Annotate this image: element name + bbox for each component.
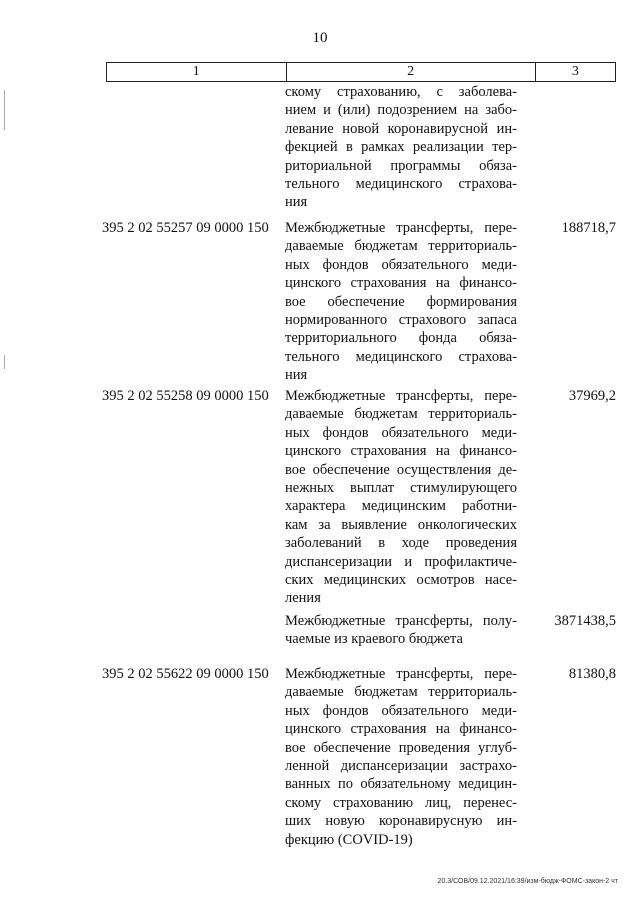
desc-line: даваемые бюджетам территориаль- bbox=[285, 684, 517, 701]
page-number: 10 bbox=[312, 30, 328, 46]
desc-line: фекцией в рамках реализации тер- bbox=[285, 139, 517, 156]
desc-line: тельного медицинского страхова- bbox=[285, 176, 517, 193]
desc-line: ных фондов обязательного меди- bbox=[285, 702, 517, 719]
desc-line: риториальной программы обяза- bbox=[285, 157, 517, 174]
scan-margin-mark bbox=[4, 355, 5, 369]
desc-line: ских медицинских осмотров насе- bbox=[285, 572, 517, 589]
desc-line: цинского страхования на финансо- bbox=[285, 721, 517, 738]
desc-line: ления bbox=[285, 590, 321, 607]
desc-line: Межбюджетные трансферты, пере- bbox=[285, 220, 517, 236]
desc-line: ных фондов обязательного меди- bbox=[285, 424, 517, 441]
desc-line: Межбюджетные трансферты, полу- bbox=[285, 613, 517, 629]
desc-line: вое обеспечение осуществления де- bbox=[285, 461, 517, 478]
header-col-1: 1 bbox=[107, 63, 287, 81]
desc-line: диспансеризации и профилактиче- bbox=[285, 553, 517, 570]
desc-line: чаемые из краевого бюджета bbox=[285, 631, 463, 648]
desc-line: кам за выявление онкологических bbox=[285, 516, 517, 533]
desc-line: ленной диспансеризации застрахо- bbox=[285, 758, 517, 775]
desc-line: даваемые бюджетам территориаль- bbox=[285, 406, 517, 423]
desc-line: ших новую коронавирусную ин- bbox=[285, 813, 517, 830]
desc-line: цинского страхования на финансо- bbox=[285, 443, 517, 460]
header-col-2: 2 bbox=[287, 63, 536, 81]
row-code: 395 2 02 55257 09 0000 150 bbox=[102, 220, 269, 236]
desc-line: тельного медицинского страхова- bbox=[285, 348, 517, 365]
desc-line: нием и (или) подозрением на забо- bbox=[285, 102, 517, 119]
table-header bbox=[106, 62, 616, 82]
desc-line: цинского страхования на финансо- bbox=[285, 275, 517, 292]
desc-line: нежных выплат стимулирующего bbox=[285, 480, 517, 497]
desc-line: нормированного страхового запаса bbox=[285, 312, 517, 329]
row-amount: 81380,8 bbox=[568, 666, 616, 682]
desc-line: вое обеспечение формирования bbox=[285, 293, 517, 310]
row-description bbox=[285, 612, 517, 649]
desc-line: скому страхованию, с заболева- bbox=[285, 84, 517, 100]
row-amount: 37969,2 bbox=[568, 388, 616, 404]
desc-line: даваемые бюджетам территориаль- bbox=[285, 238, 517, 255]
desc-line: Межбюджетные трансферты, пере- bbox=[285, 388, 517, 404]
row-amount: 188718,7 bbox=[561, 220, 616, 236]
row-code: 395 2 02 55622 09 0000 150 bbox=[102, 666, 269, 682]
desc-line: скому страхованию лиц, перенес- bbox=[285, 794, 517, 811]
desc-line: ния bbox=[285, 367, 308, 384]
row-description bbox=[285, 83, 517, 212]
row-code: 395 2 02 55258 09 0000 150 bbox=[102, 388, 269, 404]
row-description bbox=[285, 665, 517, 849]
desc-line: Межбюджетные трансферты, пере- bbox=[285, 666, 517, 682]
document-footer-code: 20.3/СОВ/09.12.2021/16:39/изм-бюдж-ФОМС-закон-2 чт bbox=[437, 878, 618, 885]
desc-line: заболеваний в ходе проведения bbox=[285, 535, 517, 552]
desc-line: фекцию (COVID-19) bbox=[285, 831, 413, 848]
desc-line: ванных по обязательному медицин- bbox=[285, 776, 517, 793]
row-description bbox=[285, 387, 517, 608]
desc-line: ния bbox=[285, 194, 308, 211]
row-amount: 3871438,5 bbox=[554, 613, 616, 629]
desc-line: территориального фонда обяза- bbox=[285, 330, 517, 347]
row-description bbox=[285, 219, 517, 385]
scan-margin-mark bbox=[4, 90, 5, 130]
desc-line: левание новой коронавирусной ин- bbox=[285, 120, 517, 137]
desc-line: вое обеспечение проведения углуб- bbox=[285, 739, 517, 756]
header-col-3: 3 bbox=[571, 64, 579, 79]
desc-line: характера медицинским работни- bbox=[285, 498, 517, 515]
desc-line: ных фондов обязательного меди- bbox=[285, 256, 517, 273]
